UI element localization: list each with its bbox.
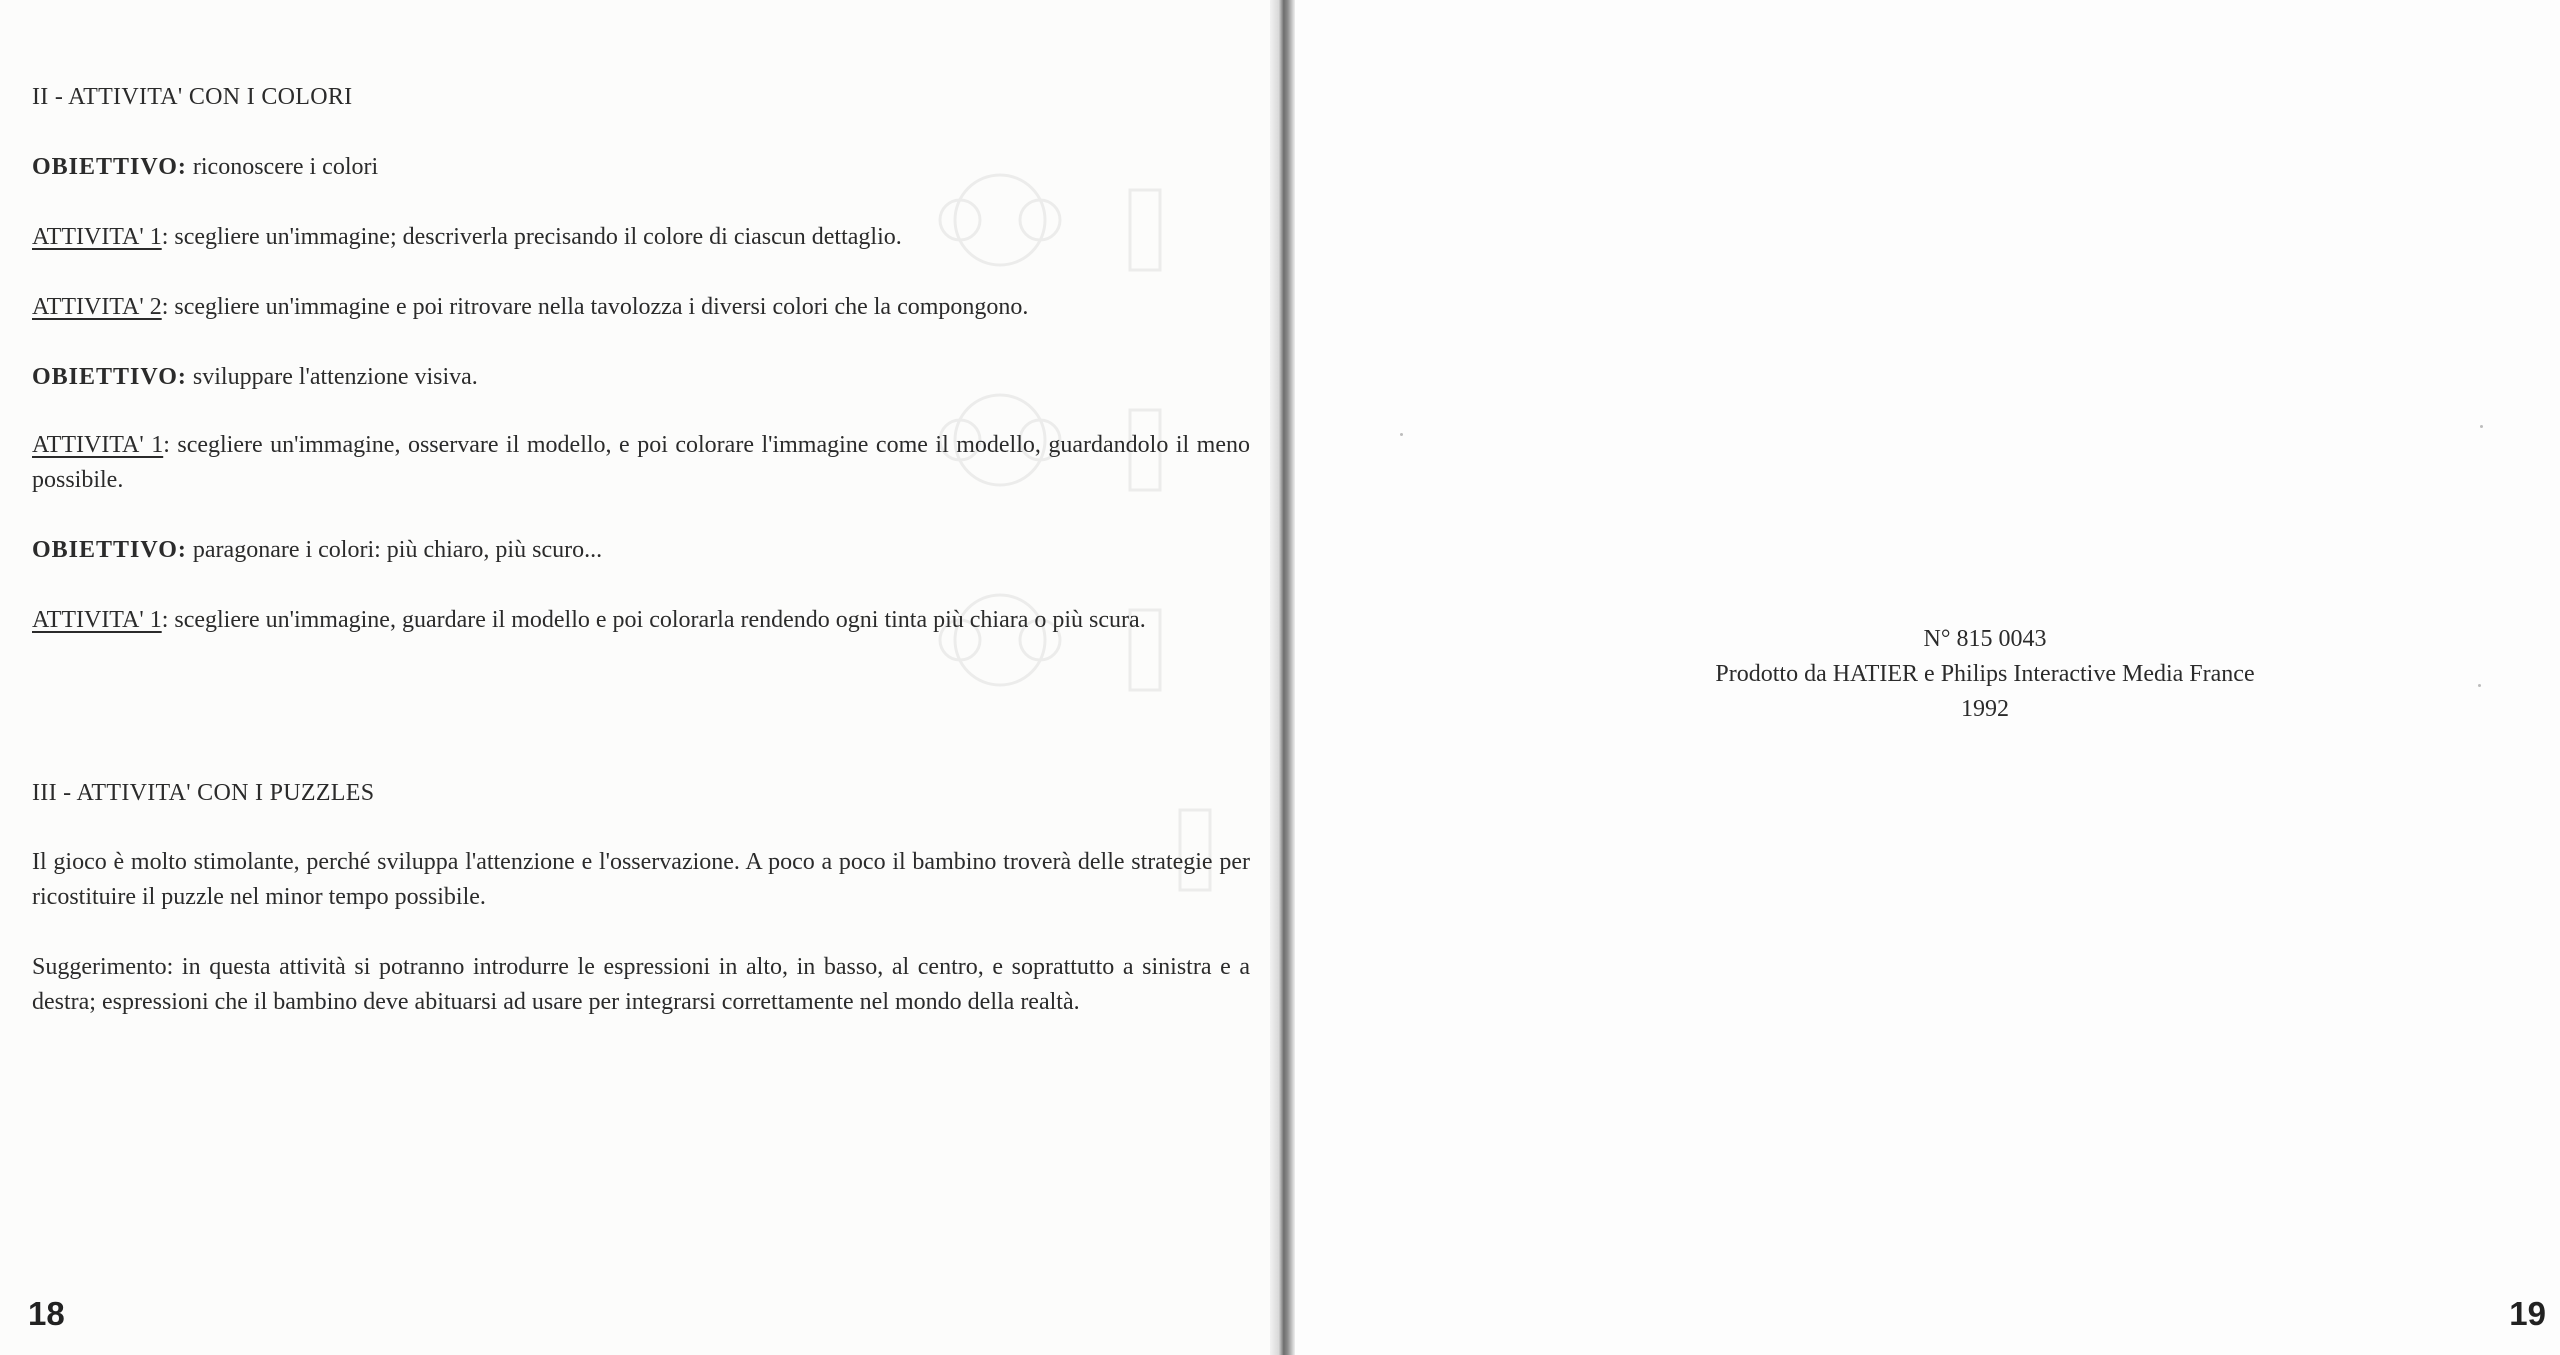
objective-text: riconoscere i colori: [186, 154, 379, 180]
activity-label: ATTIVITA' 1: [32, 224, 162, 250]
right-page: [1295, 0, 2560, 1355]
producer-credit: Prodotto da HATIER e Philips Interactive Media France: [1715, 661, 2255, 687]
paper-speck: [1400, 433, 1403, 436]
activity-text: : scegliere un'immagine e poi ritrovare nella tavolozza i diversi colori che la compongono.: [161, 294, 1029, 320]
puzzles-paragraph: Il gioco è molto stimolante, perché sviluppa l'attenzione e l'osservazione. A poco a poco il bambino troverà delle strategie per ricostituire il puzzle nel minor tempo possibile.: [32, 849, 1250, 910]
activity-1-2: [32, 290, 1250, 325]
book-gutter: [1270, 0, 1295, 1355]
colophon: [1595, 622, 2375, 727]
objective-label: OBIETTIVO:: [32, 154, 187, 180]
paper-speck: [2478, 684, 2481, 687]
objective-text: sviluppare l'attenzione visiva.: [186, 364, 478, 390]
activity-label: ATTIVITA' 1: [32, 432, 164, 458]
activity-3-1: [32, 603, 1250, 638]
suggestion-paragraph: Suggerimento: in questa attività si potranno introdurre le espressioni in alto, in basso, al centro, e soprattutto a sinistra e a destra; espressioni che il bambino deve abituarsi ad usare per integrarsi correttamente nel mondo della realtà.: [32, 954, 1250, 1015]
objective-2: [32, 360, 1250, 395]
objective-text: paragonare i colori: più chiaro, più scuro...: [186, 537, 603, 563]
objective-label: OBIETTIVO:: [32, 537, 187, 563]
section-heading-puzzles: III - ATTIVITA' CON I PUZZLES: [32, 780, 375, 806]
activity-1-1: [32, 220, 1250, 255]
page-number-right: 19: [2509, 1295, 2546, 1332]
activity-text: : scegliere un'immagine, guardare il modello e poi colorarla rendendo ogni tinta più chiara o più scura.: [161, 607, 1146, 633]
objective-label: OBIETTIVO:: [32, 364, 187, 390]
paper-speck: [2480, 425, 2483, 428]
activity-2-1: [32, 428, 1250, 498]
activity-text: : scegliere un'immagine; descriverla precisando il colore di ciascun dettaglio.: [161, 224, 902, 250]
page-number-left: 18: [28, 1295, 65, 1332]
activity-text: : scegliere un'immagine, osservare il modello, e poi colorare l'immagine come il modello, guardandolo il meno possibile.: [32, 432, 1251, 493]
activity-label: ATTIVITA' 2: [32, 294, 162, 320]
publication-year: 1992: [1961, 696, 2009, 722]
objective-1: [32, 150, 1250, 185]
catalog-number: N° 815 0043: [1923, 626, 2047, 652]
section-heading-colors: II - ATTIVITA' CON I COLORI: [32, 84, 353, 110]
objective-3: [32, 533, 1250, 568]
activity-label: ATTIVITA' 1: [32, 607, 162, 633]
